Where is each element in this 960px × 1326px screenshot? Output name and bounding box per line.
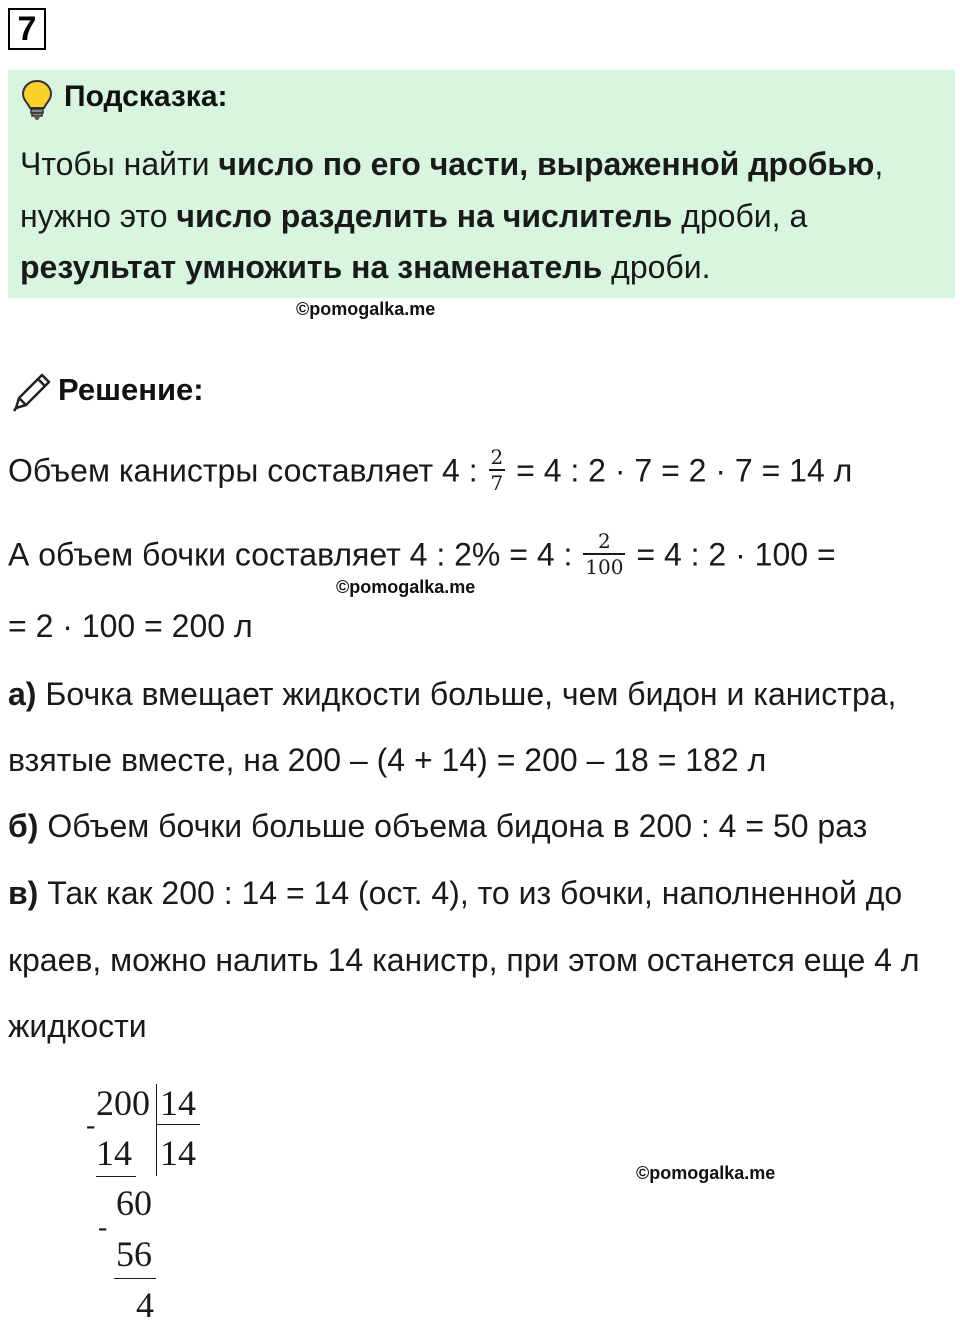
subtraction-line (114, 1278, 156, 1279)
answer-c-line-1: в) Так как 200 : 14 = 14 (ост. 4), то из бочки, наполненной до (8, 875, 903, 911)
division-bar-horizontal (156, 1124, 200, 1125)
dividend: 200 (96, 1083, 150, 1123)
answer-c-line-3: жидкости (8, 1008, 147, 1044)
final-remainder: 4 (136, 1285, 154, 1325)
hint-line-3: результат умножить на знаменатель дроби. (20, 249, 711, 285)
answer-c-line-2: краев, можно налить 14 канистр, при этом останется еще 4 л (8, 942, 920, 978)
minus-sign: - (86, 1110, 96, 1141)
solution-line-barrel-result: = 2 · 100 = 200 л (8, 608, 253, 644)
divisor: 14 (160, 1083, 196, 1123)
answer-a-line-1: а) Бочка вмещает жидкости больше, чем бидон и канистра, (8, 676, 897, 712)
watermark: ©pomogalka.me (336, 577, 476, 597)
subtrahend-1: 14 (96, 1133, 132, 1173)
minus-sign: - (98, 1212, 108, 1243)
quotient: 14 (160, 1133, 196, 1173)
watermark: ©pomogalka.me (296, 299, 436, 319)
remainder-1: 60 (116, 1183, 152, 1223)
fraction: $\frac{2}{7}$ (490, 445, 504, 495)
solution-title: Решение: (58, 372, 204, 407)
watermark: ©pomogalka.me (636, 1163, 776, 1183)
hint-line-1: Чтобы найти число по его части, выраженной дробью, (20, 146, 884, 182)
task-number: 7 (8, 8, 46, 50)
hint-line-2: нужно это число разделить на числитель дроби, а (20, 198, 808, 234)
pencil-icon (10, 370, 54, 414)
hint-title: Подсказка: (64, 80, 228, 113)
division-bar-vertical (156, 1084, 157, 1176)
answer-a-line-2: взятые вместе, на 200 – (4 + 14) = 200 – 18 = 182 л (8, 742, 767, 778)
fraction: $\frac{2}{100}$ (585, 529, 624, 579)
answer-b-line: б) Объем бочки больше объема бидона в 200 : 4 = 50 раз (8, 808, 868, 844)
solution-line-canister: Объем канистры составляет 4 : $\frac{2}{7}$ = 4 : 2 · 7 = 2 · 7 = 14 л (8, 445, 853, 495)
long-division (80, 1080, 220, 1325)
subtraction-line (96, 1176, 136, 1177)
lightbulb-icon (20, 78, 54, 122)
subtrahend-2: 56 (116, 1234, 152, 1274)
solution-line-barrel: А объем бочки составляет 4 : 2% = 4 : $\frac{2}{100}$ = 4 : 2 · 100 = (8, 529, 836, 579)
